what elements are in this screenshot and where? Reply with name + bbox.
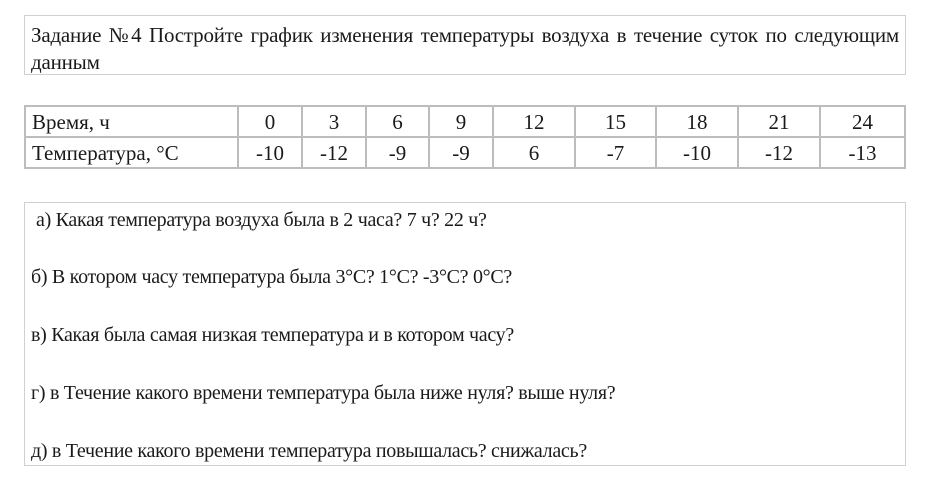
question-v: в) Какая была самая низкая температура и в котором часу?: [31, 324, 514, 346]
time-row: [25, 106, 905, 137]
table-cell: -10: [238, 137, 302, 168]
table-cell: 21: [738, 106, 820, 137]
table-cell: -12: [738, 137, 820, 168]
temperature-row-label: Температура, °С: [25, 137, 238, 168]
table-cell: 12: [493, 106, 575, 137]
table-cell: 3: [302, 106, 366, 137]
task-statement: [24, 15, 906, 75]
temperature-row: [25, 137, 905, 168]
question-a: а) Какая температура воздуха была в 2 часа? 7 ч? 22 ч?: [36, 209, 487, 231]
table-cell: -10: [656, 137, 738, 168]
table-cell: -9: [429, 137, 493, 168]
table-cell: 9: [429, 106, 493, 137]
table-cell: -9: [366, 137, 429, 168]
question-g: г) в Течение какого времени температура была ниже нуля? выше нуля?: [31, 382, 616, 404]
table-cell: 18: [656, 106, 738, 137]
task-text: Задание №4 Постройте график изменения температуры воздуха в течение суток по следующим данным: [31, 23, 899, 74]
table-cell: -12: [302, 137, 366, 168]
table-cell: 6: [493, 137, 575, 168]
table-cell: -13: [820, 137, 905, 168]
table-cell: 0: [238, 106, 302, 137]
table-cell: -7: [575, 137, 656, 168]
question-b: б) В котором часу температура была 3°С? 1°С? -3°С? 0°С?: [31, 266, 512, 288]
data-table: [24, 105, 906, 169]
table-cell: 15: [575, 106, 656, 137]
table-cell: 6: [366, 106, 429, 137]
questions-box: [24, 202, 906, 466]
question-d: д) в Течение какого времени температура повышалась? снижалась?: [31, 440, 587, 462]
table-cell: 24: [820, 106, 905, 137]
time-row-label: Время, ч: [25, 106, 238, 137]
